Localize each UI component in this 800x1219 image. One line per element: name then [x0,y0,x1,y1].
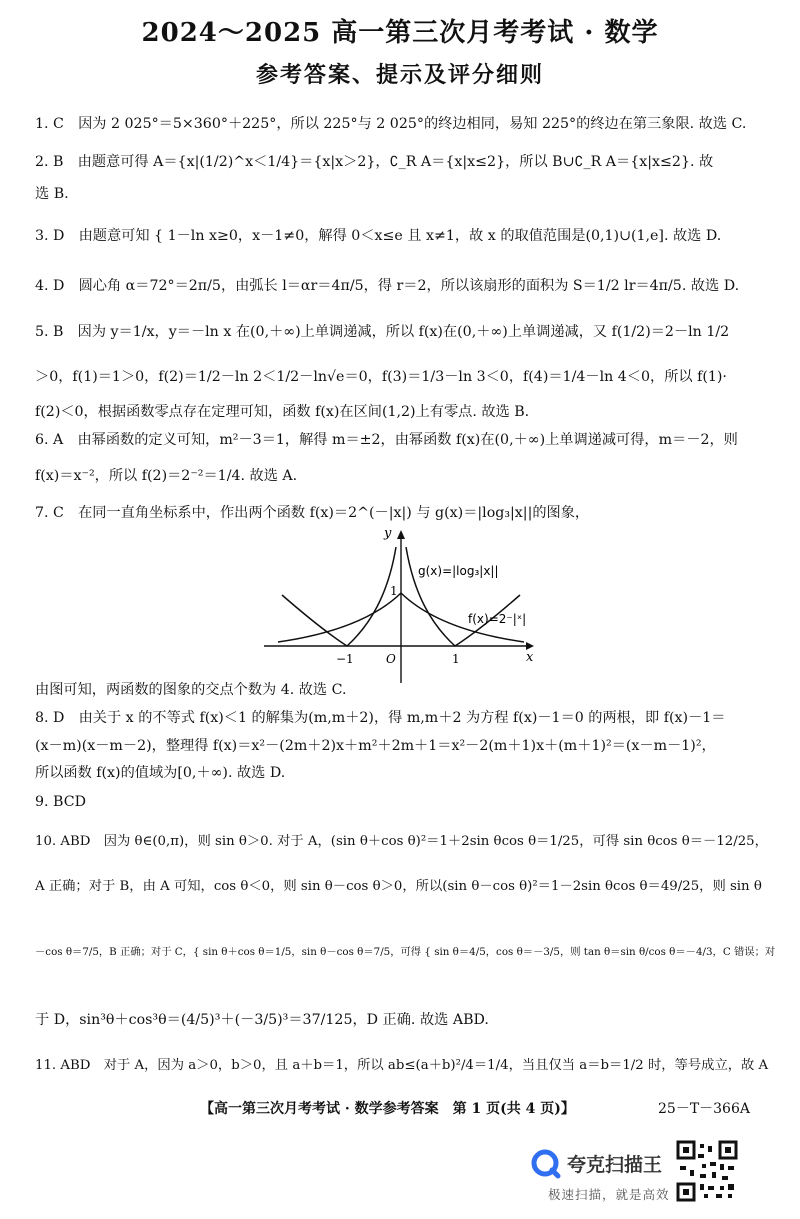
answer-line: 2. B 由题意可得 A＝{x|(1/2)^x＜1/4}＝{x|x＞2}，∁_R A＝{x|x≤2}，所以 B∪∁_R A＝{x|x≤2}. 故 [35,154,714,170]
answer-line: 9. BCD [35,794,86,810]
x-axis-label: x [526,650,534,665]
g-curve-right [406,547,520,646]
answer-line: －cos θ＝7/5，B 正确；对于 C，{ sin θ＋cos θ＝1/5，sin θ－cos θ＝7/5，可得 { sin θ＝4/5，cos θ＝－3/5，则 tan θ＝sin θ/cos θ＝－4/3，C 错误；对 [35,946,776,958]
answer-line: 10. ABD 因为 θ∈(0,π)，则 sin θ＞0. 对于 A，(sin θ＋cos θ)²＝1＋2sin θcos θ＝1/25，可得 sin θcos θ＝－12/25， [35,834,768,849]
answer-line: 1. C 因为 2 025°＝5×360°＋225°，所以 225°与 2 025°的终边相同，易知 225°的终边在第三象限. 故选 C. [35,116,747,132]
document-code: 25－T－366A [658,1101,750,1117]
tick-label-y1: 1 [390,584,398,598]
answer-line: 11. ABD 对于 A，因为 a＞0，b＞0，且 a＋b＝1，所以 ab≤(a＋b)²/4＝1/4，当且仅当 a＝b＝1/2 时，等号成立，故 A [35,1058,769,1073]
page-footer: 【高一第三次月考考试 · 数学参考答案 第 1 页(共 4 页)】 [200,1101,575,1117]
function-graph [260,525,540,685]
page-subtitle: 参考答案、提示及评分细则 [255,62,544,88]
answer-line: (x－m)(x－m－2)，整理得 f(x)＝x²－(2m＋2)x＋m²＋2m＋1＝x²－2(m＋1)x＋(m＋1)²＝(x－m－1)²， [35,738,716,754]
answer-line: 3. D 由题意可知 { 1－ln x≥0，x－1≠0，解得 0＜x≤e 且 x≠1，故 x 的取值范围是(0,1)∪(1,e]. 故选 D. [35,228,722,244]
tick-label-neg1: −1 [336,652,354,666]
tick-label-origin: O [386,652,396,666]
answer-line: 7. C 在同一直角坐标系中，作出两个函数 f(x)＝2^(－|x|) 与 g(x)＝|log₃|x||的图象， [35,505,590,521]
answer-line: 8. D 由关于 x 的不等式 f(x)＜1 的解集为(m,m＋2)，得 m,m＋2 为方程 f(x)－1＝0 的两根，即 f(x)－1＝ [35,710,726,726]
page-title: 2024～2025 高一第三次月考考试 · 数学 [141,18,659,48]
answer-line: 选 B. [35,186,69,202]
answer-line: A 正确；对于 B，由 A 可知，cos θ＜0，则 sin θ－cos θ＞0，所以(sin θ－cos θ)²＝1－2sin θcos θ＝49/25，则 sin θ [35,879,762,894]
answer-line: 由图可知，两函数的图象的交点个数为 4. 故选 C. [35,682,347,698]
answer-line: f(x)＝x⁻²，所以 f(2)＝2⁻²＝1/4. 故选 A. [35,468,298,484]
answer-line: 5. B 因为 y＝1/x，y＝－ln x 在(0,＋∞)上单调递减，所以 f(x)在(0,＋∞)上单调递减，又 f(1/2)＝2－ln 1/2 [35,324,730,340]
answer-line: f(2)＜0，根据函数零点存在定理可知，函数 f(x)在区间(1,2)上有零点. 故选 B. [35,404,530,420]
f-label: f(x)=2⁻|ˣ| [468,612,527,626]
x-axis-arrow [526,642,534,650]
tick-label-1: 1 [452,652,460,666]
answer-line: 于 D，sin³θ＋cos³θ＝(4/5)³＋(－3/5)³＝37/125，D 正确. 故选 ABD. [35,1012,489,1028]
qr-code-icon [676,1140,738,1202]
answer-line: 6. A 由幂函数的定义可知，m²－3＝1，解得 m＝±2，由幂函数 f(x)在(0,＋∞)上单调递减可得，m＝－2，则 [35,432,738,448]
answer-line: 4. D 圆心角 α＝72°＝2π/5，由弧长 l＝αr＝4π/5，得 r＝2，所以该扇形的面积为 S＝1/2 lr＝4π/5. 故选 D. [35,278,740,294]
g-curve-left [282,547,396,646]
answer-line: 所以函数 f(x)的值域为[0,＋∞). 故选 D. [35,765,286,781]
y-axis-arrow [397,530,405,539]
y-axis-label: y [384,526,392,541]
scanner-brand: 夸克扫描王 [567,1154,663,1176]
scanner-slogan: 极速扫描，就是高效 [548,1187,670,1202]
answer-line: ＞0，f(1)＝1＞0，f(2)＝1/2－ln 2＜1/2－ln√e＝0，f(3)＝1/3－ln 3＜0，f(4)＝1/4－ln 4＜0，所以 f(1)· [35,369,727,385]
g-label: g(x)=|log₃|x|| [418,564,499,578]
